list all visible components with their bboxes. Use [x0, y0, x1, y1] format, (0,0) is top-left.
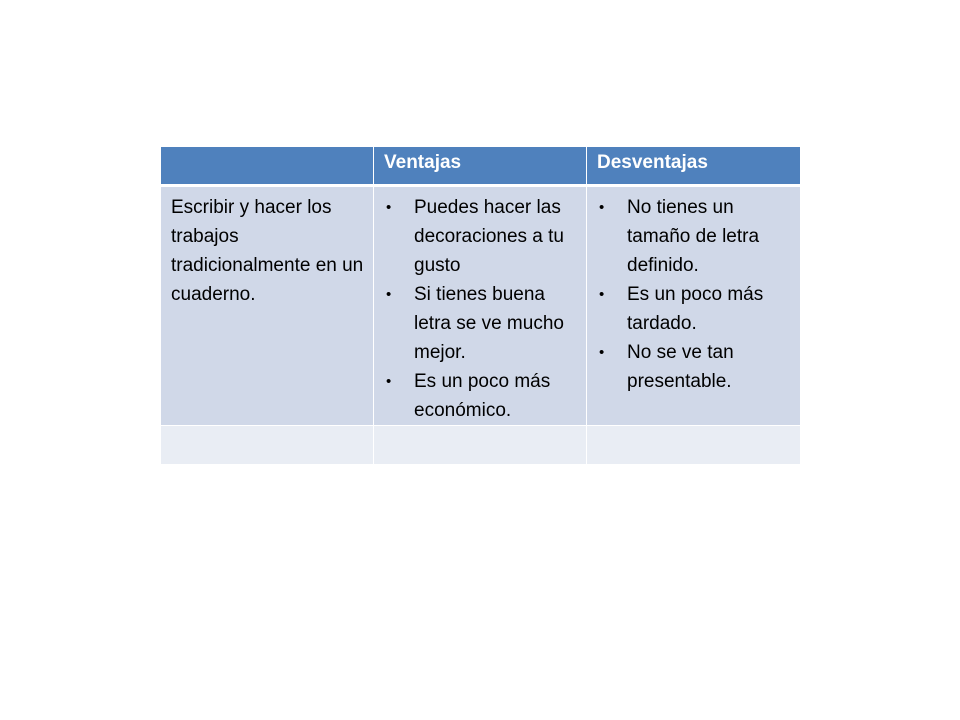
row-label-cell: Escribir y hacer los trabajos tradicionalmente en un cuaderno.	[161, 186, 374, 426]
empty-cell	[587, 426, 801, 465]
bullet-icon: •	[386, 199, 392, 216]
empty-cell	[374, 426, 587, 465]
bullet-icon: •	[386, 373, 392, 390]
list-item	[384, 367, 578, 425]
bullet-icon: •	[386, 286, 392, 303]
bullet-icon: •	[599, 286, 605, 303]
bullet-icon: •	[599, 344, 605, 361]
header-cell-ventajas: Ventajas	[374, 147, 587, 186]
comparison-table	[160, 146, 801, 465]
header-cell-desventajas: Desventajas	[587, 147, 801, 186]
desventajas-cell	[587, 186, 801, 426]
ventajas-cell	[374, 186, 587, 426]
table-row	[161, 186, 801, 426]
table-row-empty	[161, 426, 801, 465]
list-item	[597, 280, 792, 338]
list-item	[597, 193, 792, 280]
desventajas-list	[597, 193, 792, 396]
empty-cell	[161, 426, 374, 465]
list-item-text: Puedes hacer las decoraciones a tu gusto	[414, 197, 564, 276]
list-item-text: Si tienes buena letra se ve mucho mejor.	[414, 284, 564, 363]
table-header-row	[161, 147, 801, 186]
list-item-text: No tienes un tamaño de letra definido.	[627, 197, 760, 276]
list-item-text: No se ve tan presentable.	[627, 342, 734, 392]
list-item	[384, 193, 578, 280]
bullet-icon: •	[599, 199, 605, 216]
list-item-text: Es un poco más tardado.	[627, 284, 764, 334]
header-cell-empty	[161, 147, 374, 186]
list-item	[384, 280, 578, 367]
list-item	[597, 338, 792, 396]
list-item-text: Es un poco más económico.	[414, 371, 551, 421]
ventajas-list	[384, 193, 578, 425]
